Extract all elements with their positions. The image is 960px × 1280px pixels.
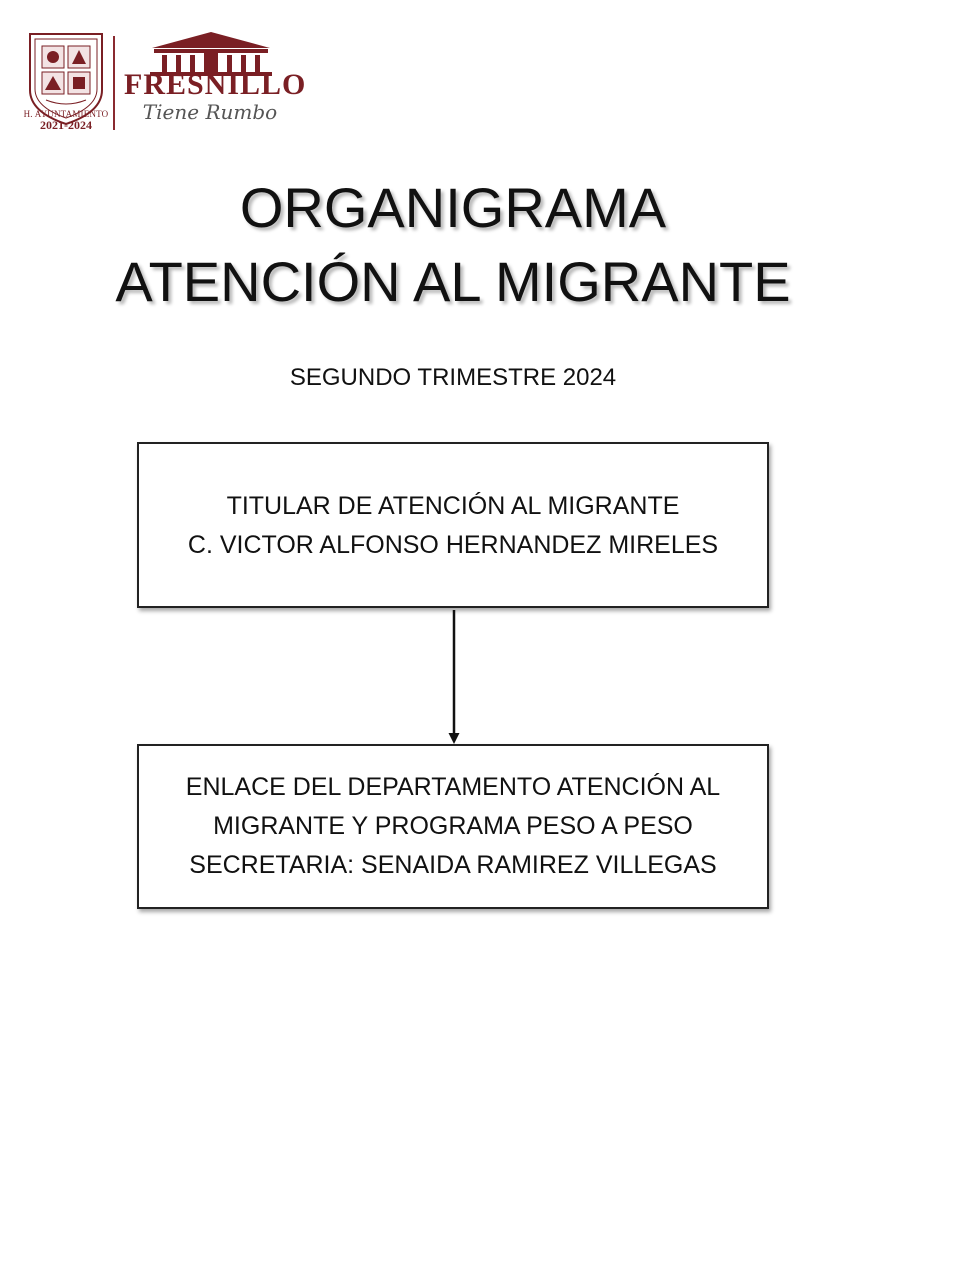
org-node-titular [137,442,769,608]
node-person: SECRETARIA: SENAIDA RAMIREZ VILLEGAS [189,851,717,879]
period-subtitle: SEGUNDO TRIMESTRE 2024 [289,364,617,391]
node-position-continued: MIGRANTE Y PROGRAMA PESO A PESO [213,812,693,840]
seal-caption [18,110,114,132]
document-title-secondary: ATENCIÓN AL MIGRANTE [115,250,791,313]
node-position: TITULAR DE ATENCIÓN AL MIGRANTE [226,492,680,520]
seal-caption-years: 2021-2024 [40,118,92,133]
brand-name: FRESNILLO [124,68,307,101]
seal-caption-title: H. AYUNTAMIENTO [23,109,109,119]
node-person: C. VICTOR ALFONSO HERNANDEZ MIRELES [187,531,719,559]
brand-tagline: Tiene Rumbo [142,100,278,124]
org-connector-arrow [444,610,464,746]
org-node-enlace [137,744,769,909]
node-position: ENLACE DEL DEPARTAMENTO ATENCIÓN AL [185,773,721,801]
logo-divider [113,36,115,130]
document-title: ORGANIGRAMA [239,176,667,239]
